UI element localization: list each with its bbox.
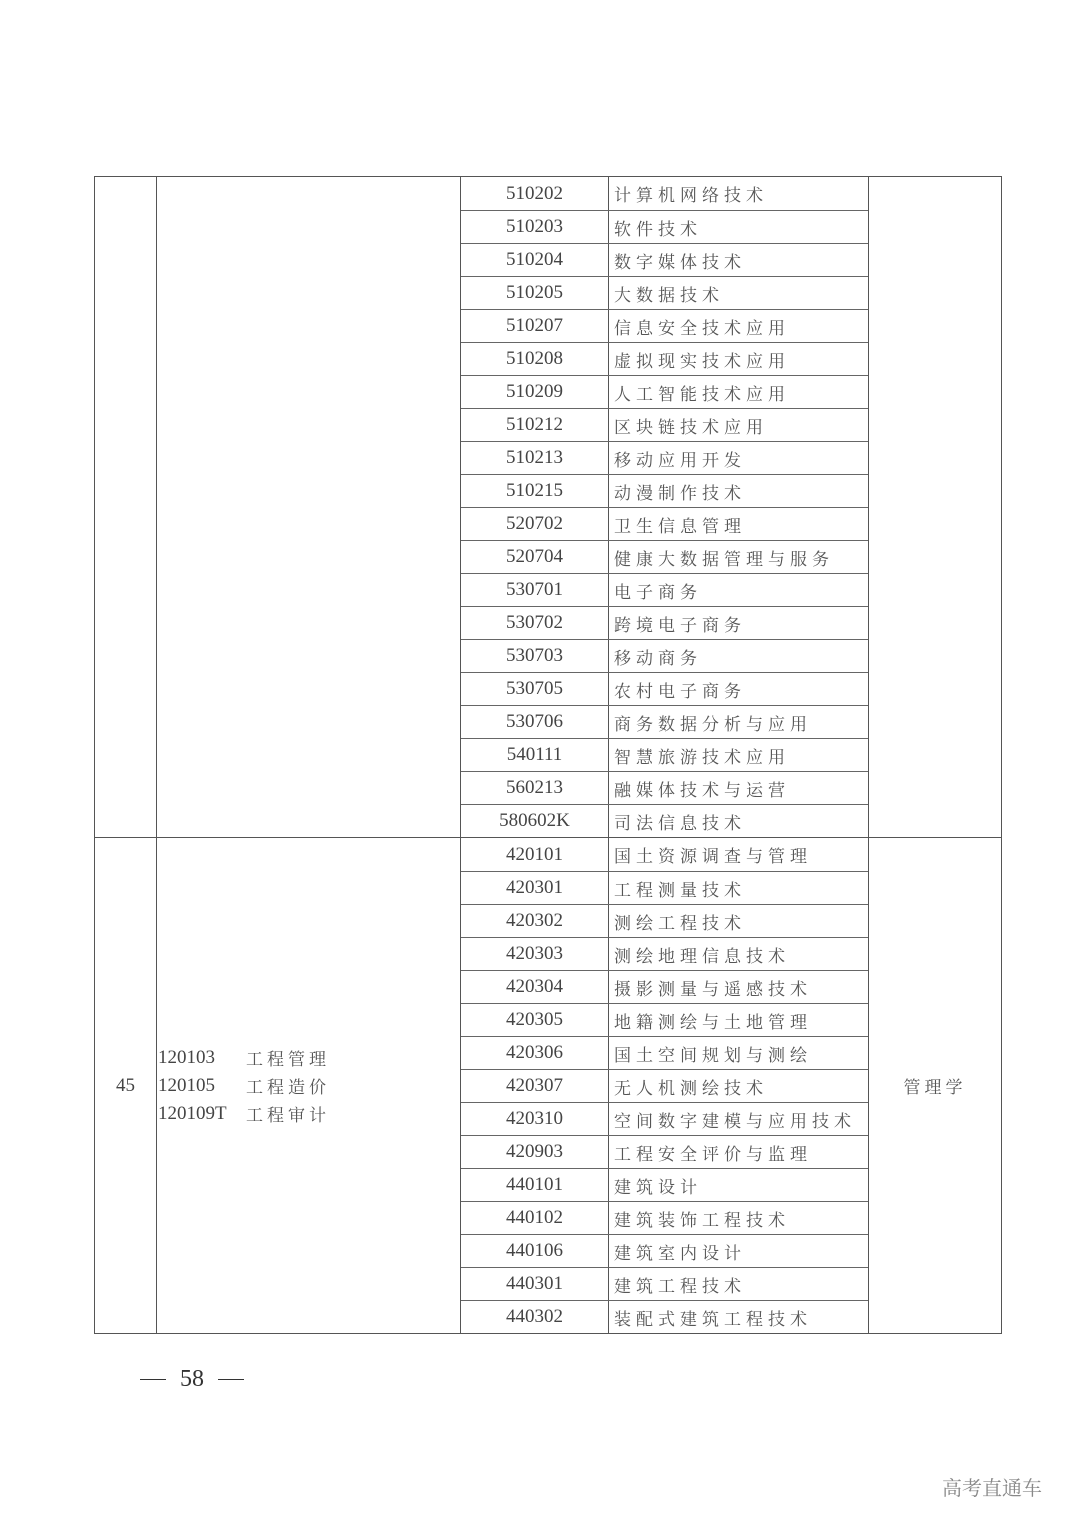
table-row bbox=[461, 771, 868, 804]
table-row bbox=[461, 1300, 868, 1333]
table-row bbox=[461, 1201, 868, 1234]
major-name: 商务数据分析与应用 bbox=[614, 714, 812, 735]
undergrad-major-name: 工程审计 bbox=[246, 1106, 330, 1126]
table-row bbox=[461, 672, 868, 705]
major-code: 510213 bbox=[461, 442, 609, 474]
table-row bbox=[461, 177, 868, 210]
majors-table bbox=[94, 176, 1002, 1334]
major-code: 530701 bbox=[461, 574, 609, 606]
major-code: 530705 bbox=[461, 673, 609, 705]
undergrad-majors-cell bbox=[157, 177, 461, 837]
major-name: 建筑室内设计 bbox=[614, 1243, 746, 1264]
undergrad-major-code: 120109T bbox=[158, 1102, 227, 1124]
table-row bbox=[461, 243, 868, 276]
major-name: 电子商务 bbox=[614, 582, 702, 603]
table-row bbox=[461, 1036, 868, 1069]
table-row bbox=[461, 606, 868, 639]
major-code: 440301 bbox=[461, 1268, 609, 1300]
major-code: 420304 bbox=[461, 971, 609, 1003]
major-name: 人工智能技术应用 bbox=[614, 384, 790, 405]
table-row bbox=[461, 1069, 868, 1102]
table-row bbox=[461, 1135, 868, 1168]
table-row bbox=[461, 276, 868, 309]
major-name: 摄影测量与遥感技术 bbox=[614, 979, 812, 1000]
discipline-category-cell bbox=[869, 177, 1001, 837]
major-name: 数字媒体技术 bbox=[614, 252, 746, 273]
major-name: 建筑装饰工程技术 bbox=[614, 1210, 790, 1231]
major-name: 地籍测绘与土地管理 bbox=[614, 1012, 812, 1033]
major-code: 520704 bbox=[461, 541, 609, 573]
table-row bbox=[461, 1102, 868, 1135]
table-row bbox=[461, 639, 868, 672]
major-name: 建筑工程技术 bbox=[614, 1276, 746, 1297]
undergrad-major-name: 工程管理 bbox=[246, 1050, 330, 1070]
major-code: 420302 bbox=[461, 905, 609, 937]
major-code: 510203 bbox=[461, 211, 609, 243]
major-code: 420903 bbox=[461, 1136, 609, 1168]
page-number-text: 58 bbox=[180, 1366, 204, 1392]
table-row bbox=[461, 210, 868, 243]
table-block-1 bbox=[95, 177, 1001, 837]
dash-left bbox=[140, 1379, 166, 1381]
major-name: 国土空间规划与测绘 bbox=[614, 1045, 812, 1066]
major-name: 大数据技术 bbox=[614, 285, 724, 306]
major-code: 540111 bbox=[461, 739, 609, 771]
major-name: 虚拟现实技术应用 bbox=[614, 351, 790, 372]
table-row bbox=[461, 573, 868, 606]
major-name: 工程安全评价与监理 bbox=[614, 1144, 812, 1165]
table-row bbox=[461, 408, 868, 441]
major-code: 560213 bbox=[461, 772, 609, 804]
table-row bbox=[461, 1003, 868, 1036]
undergrad-majors-cell bbox=[157, 838, 461, 1333]
major-name: 空间数字建模与应用技术 bbox=[614, 1111, 856, 1132]
major-code: 420101 bbox=[461, 838, 609, 871]
major-name: 动漫制作技术 bbox=[614, 483, 746, 504]
table-row bbox=[461, 342, 868, 375]
major-code: 510212 bbox=[461, 409, 609, 441]
table-row bbox=[461, 738, 868, 771]
major-code: 420303 bbox=[461, 938, 609, 970]
major-name: 无人机测绘技术 bbox=[614, 1078, 768, 1099]
major-name: 移动应用开发 bbox=[614, 450, 746, 471]
table-row bbox=[461, 540, 868, 573]
watermark: 高考直通车 bbox=[942, 1476, 1042, 1500]
major-code: 530702 bbox=[461, 607, 609, 639]
major-name: 信息安全技术应用 bbox=[614, 318, 790, 339]
major-code: 420307 bbox=[461, 1070, 609, 1102]
major-name: 农村电子商务 bbox=[614, 681, 746, 702]
major-name: 区块链技术应用 bbox=[614, 417, 768, 438]
dash-right bbox=[218, 1379, 244, 1381]
major-name: 测绘工程技术 bbox=[614, 913, 746, 934]
table-row bbox=[461, 1234, 868, 1267]
table-row bbox=[461, 507, 868, 540]
major-name: 融媒体技术与运营 bbox=[614, 780, 790, 801]
table-row bbox=[461, 904, 868, 937]
major-code: 440101 bbox=[461, 1169, 609, 1201]
major-name: 国土资源调查与管理 bbox=[614, 847, 812, 867]
major-code: 510209 bbox=[461, 376, 609, 408]
major-name: 装配式建筑工程技术 bbox=[614, 1309, 812, 1330]
row-number-cell: 45 bbox=[95, 838, 157, 1333]
major-code: 510202 bbox=[461, 177, 609, 210]
major-name: 软件技术 bbox=[614, 219, 702, 240]
table-row bbox=[461, 441, 868, 474]
table-row bbox=[461, 705, 868, 738]
undergrad-major-name: 工程造价 bbox=[246, 1078, 330, 1098]
table-row bbox=[461, 937, 868, 970]
row-number-cell bbox=[95, 177, 157, 837]
major-name: 建筑设计 bbox=[614, 1177, 702, 1198]
undergrad-major-code: 120103 bbox=[158, 1046, 215, 1068]
major-code: 440302 bbox=[461, 1301, 609, 1333]
major-name: 测绘地理信息技术 bbox=[614, 946, 790, 967]
major-name: 健康大数据管理与服务 bbox=[614, 549, 834, 570]
table-row bbox=[461, 1267, 868, 1300]
page-number bbox=[140, 1366, 244, 1393]
major-code: 420301 bbox=[461, 872, 609, 904]
major-code: 530706 bbox=[461, 706, 609, 738]
major-code: 510204 bbox=[461, 244, 609, 276]
major-name: 跨境电子商务 bbox=[614, 615, 746, 636]
major-code: 510208 bbox=[461, 343, 609, 375]
discipline-category-cell: 管理学 bbox=[903, 1078, 967, 1098]
table-row bbox=[461, 309, 868, 342]
vocational-majors-list bbox=[461, 177, 869, 837]
major-name: 工程测量技术 bbox=[614, 880, 746, 901]
major-code: 530703 bbox=[461, 640, 609, 672]
major-code: 420305 bbox=[461, 1004, 609, 1036]
undergrad-major bbox=[157, 1100, 460, 1128]
major-code: 440102 bbox=[461, 1202, 609, 1234]
table-row bbox=[461, 838, 868, 871]
table-row bbox=[461, 474, 868, 507]
major-code: 520702 bbox=[461, 508, 609, 540]
major-name: 卫生信息管理 bbox=[614, 516, 746, 537]
undergrad-major bbox=[157, 1044, 460, 1072]
major-code: 510207 bbox=[461, 310, 609, 342]
major-code: 420310 bbox=[461, 1103, 609, 1135]
vocational-majors-list bbox=[461, 838, 869, 1333]
table-row bbox=[461, 871, 868, 904]
table-block-45 bbox=[95, 837, 1001, 1333]
major-code: 510215 bbox=[461, 475, 609, 507]
major-name: 司法信息技术 bbox=[614, 813, 746, 834]
table-row bbox=[461, 804, 868, 837]
major-code: 440106 bbox=[461, 1235, 609, 1267]
major-code: 510205 bbox=[461, 277, 609, 309]
undergrad-major-code: 120105 bbox=[158, 1074, 215, 1096]
undergrad-major bbox=[157, 1072, 460, 1100]
table-row bbox=[461, 1168, 868, 1201]
major-name: 移动商务 bbox=[614, 648, 702, 669]
table-row bbox=[461, 375, 868, 408]
table-row bbox=[461, 970, 868, 1003]
major-code: 420306 bbox=[461, 1037, 609, 1069]
major-code: 580602K bbox=[461, 805, 609, 837]
major-name: 智慧旅游技术应用 bbox=[614, 747, 790, 768]
major-name: 计算机网络技术 bbox=[614, 186, 768, 206]
